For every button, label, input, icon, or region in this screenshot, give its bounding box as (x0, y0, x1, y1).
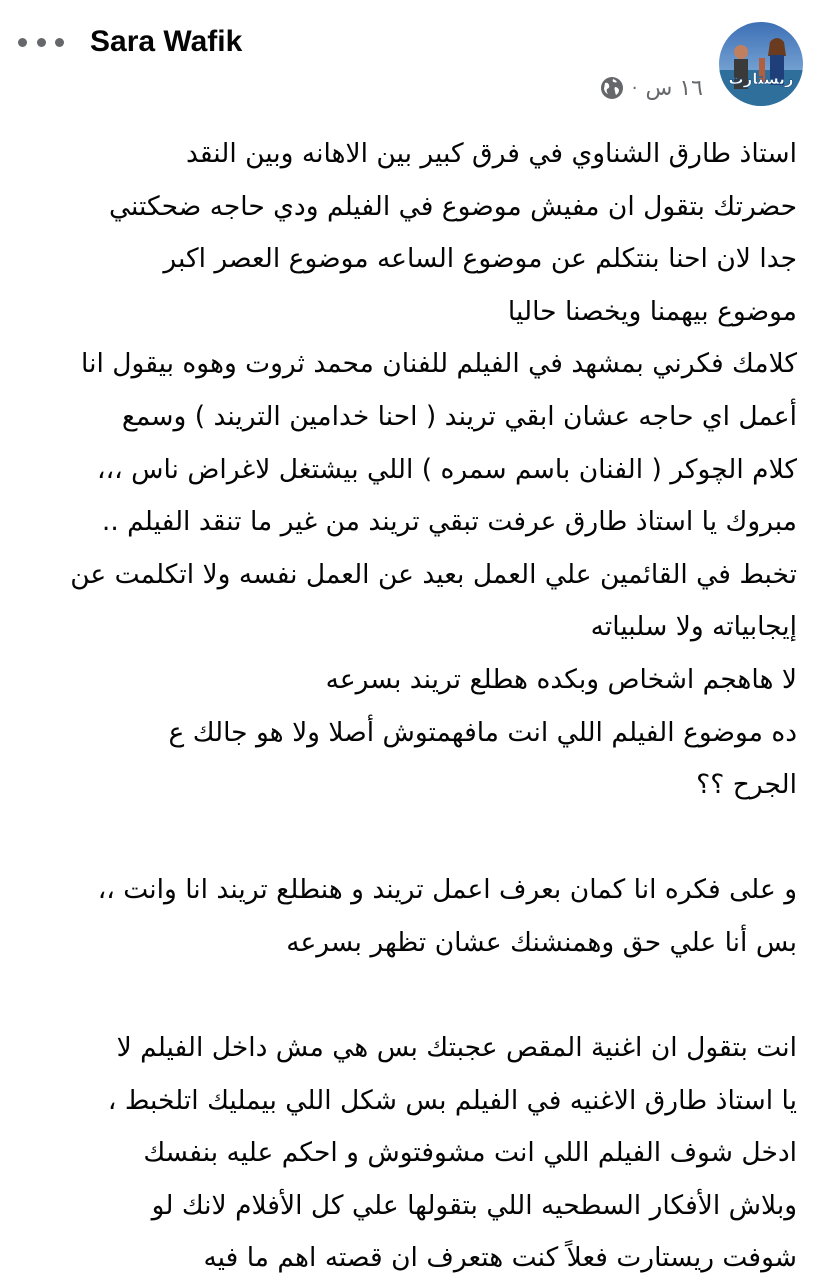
post-text-line (32, 812, 797, 865)
more-options-button[interactable] (18, 30, 64, 54)
more-options-icon (18, 38, 27, 47)
post-text-line: استاذ طارق الشناوي في فرق كبير بين الاهانه وبين النقد (185, 138, 797, 169)
post-text-line: وبلاش الأفكار السطحيه اللي بتقولها علي كل الأفلام لانك لو (151, 1189, 797, 1221)
post-text-line: ده موضوع الفيلم اللي انت مافهمتوش أصلا ولا هو جالك ع (168, 716, 797, 748)
post-text-line: كلامك فكرني بمشهد في الفيلم للفنان محمد ثروت وهوه بيقول انا (81, 348, 797, 380)
post-timestamp[interactable]: ١٦ س (645, 75, 703, 101)
post-text-line: كلام الچوكر ( الفنان باسم سمره ) اللي بيشتغل لاغراض ناس ،،، (97, 453, 797, 485)
avatar[interactable] (719, 22, 803, 106)
post-header (0, 0, 825, 110)
post-text-line: انت بتقول ان اغنية المقص عجبتك بس هي مش داخل الفيلم لا (116, 1032, 797, 1064)
more-options-icon-dot (55, 38, 64, 47)
more-options-icon-dot (37, 38, 46, 47)
author-name[interactable]: Sara Wafik (90, 25, 243, 58)
avatar-image (719, 22, 803, 106)
post-text-line: شوفت ريستارت فعلاً كنت هتعرف ان قصته اهم ما فيه (203, 1242, 797, 1274)
post-text-line (32, 970, 797, 1023)
globe-icon (600, 76, 624, 100)
post-text-line: أعمل اي حاجه عشان ابقي تريند ( احنا خدامين التريند ) وسمع (121, 400, 797, 432)
post-text-line: بس أنا علي حق وهمنشنك عشان تظهر بسرعه (286, 926, 797, 958)
post-text-line: الجرح ؟؟ (696, 769, 797, 801)
post-text-line: و على فكره انا كمان بعرف اعمل تريند و هنطلع تريند انا وانت ،، (97, 874, 797, 906)
post-text-line: لا هاهجم اشخاص وبكده هطلع تريند بسرعه (325, 663, 797, 695)
post-text-line: تخبط في القائمين علي العمل بعيد عن العمل نفسه ولا اتكلمت عن (70, 558, 797, 590)
post-text-line: يا استاذ طارق الاغنيه في الفيلم بس شكل اللي بيمليك اتلخبط ، (107, 1084, 797, 1116)
post-body (32, 128, 797, 1285)
post-meta (600, 72, 703, 104)
avatar-caption: ريستارت (728, 70, 794, 88)
post-text-line: إيجابياته ولا سلبياته (590, 611, 797, 643)
post-text-line: موضوع بيهمنا ويخصنا حاليا (507, 295, 797, 327)
post-text-line: ادخل شوف الفيلم اللي انت مشوفتوش و احكم عليه بنفسك (143, 1137, 797, 1169)
post-text-line: حضرتك بتقول ان مفيش موضوع في الفيلم ودي حاجه ضحكتني (108, 190, 797, 222)
meta-separator: · (631, 77, 638, 99)
post-text-line: جدا لان احنا بنتكلم عن موضوع الساعه موضوع العصر اكبر (163, 243, 797, 275)
post-text-line: مبروك يا استاذ طارق عرفت تبقي تريند من غير ما تنقد الفيلم .. (101, 506, 797, 538)
